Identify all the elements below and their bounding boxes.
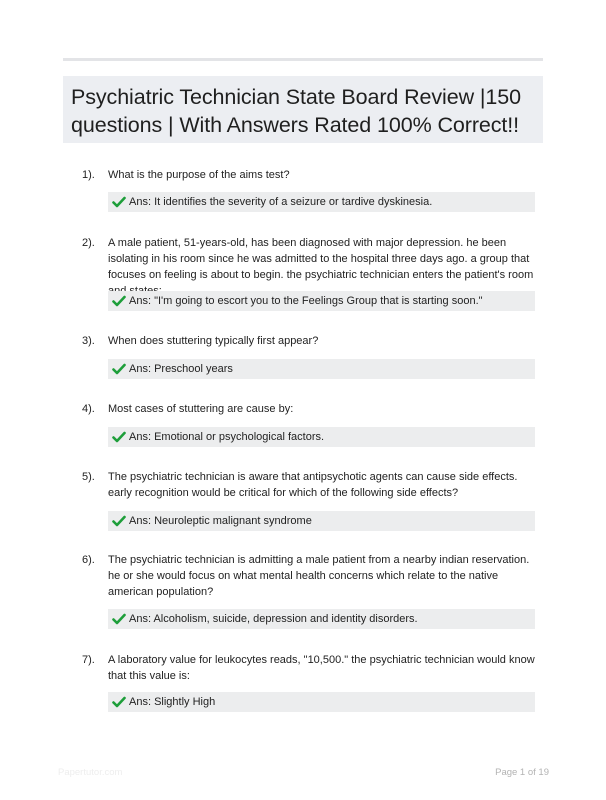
answer-box xyxy=(108,692,535,712)
question-text: What is the purpose of the aims test? xyxy=(108,169,290,181)
answer-box xyxy=(108,511,535,531)
title-banner xyxy=(63,76,543,143)
check-icon xyxy=(112,295,126,307)
answer-box xyxy=(108,291,535,311)
answer-box xyxy=(108,359,535,379)
document-title: Psychiatric Technician State Board Review |150 questions | With Answers Rated 100% Correct!! xyxy=(71,85,521,137)
question-text: When does stuttering typically first appear? xyxy=(108,335,319,347)
question-number: 6). xyxy=(82,554,95,566)
answer-text: Ans: It identifies the severity of a seizure or tardive dyskinesia. xyxy=(129,196,433,208)
question-number: 4). xyxy=(82,403,95,415)
question-text: Most cases of stuttering are cause by: xyxy=(108,403,294,415)
question-text: A male patient, 51-years-old, has been diagnosed with major depression. he been isolating in his room since he was admitted to the hospital three days ago. a group that focuses on feeling is about to begin. the psychiatric technician enters the patient's room xyxy=(108,237,534,281)
answer-text: Ans: Alcoholism, suicide, depression and identity disorders. xyxy=(129,613,418,625)
answer-text: Ans: Preschool years xyxy=(129,363,233,375)
answer-text: Ans: Emotional or psychological factors. xyxy=(129,431,325,443)
answer-box xyxy=(108,192,535,212)
check-icon xyxy=(112,363,126,375)
answer-text: Ans: Neuroleptic malignant syndrome xyxy=(129,515,312,527)
question-number: 1). xyxy=(82,169,95,181)
answer-box xyxy=(108,427,535,447)
answer-box xyxy=(108,609,535,629)
check-icon xyxy=(112,196,126,208)
question-text: The psychiatric technician is aware that antipsychotic agents can cause side effects. early recognition would be critical for which of the following side effects? xyxy=(108,471,518,499)
page-number: Page 1 of 19 xyxy=(495,767,549,778)
question-number: 3). xyxy=(82,335,95,347)
question-number: 5). xyxy=(82,471,95,483)
top-divider xyxy=(63,58,543,61)
question-text: A laboratory value for leukocytes reads, "10,500." the psychiatric technician would know that this value is: xyxy=(108,654,535,682)
check-icon xyxy=(112,431,126,443)
question-text: The psychiatric technician is admitting a male patient from a nearby indian reservation. he or she would focus on what mental health concerns which relate to the native american population? xyxy=(108,554,530,598)
check-icon xyxy=(112,515,126,527)
footer-site: Papertutor.com xyxy=(58,767,123,778)
answer-text: Ans: Slightly High xyxy=(129,696,216,708)
check-icon xyxy=(112,613,126,625)
check-icon xyxy=(112,696,126,708)
answer-text: Ans: "I'm going to escort you to the Feelings Group that is starting soon." xyxy=(129,295,483,307)
question-number: 2). xyxy=(82,237,95,249)
question-number: 7). xyxy=(82,654,95,666)
